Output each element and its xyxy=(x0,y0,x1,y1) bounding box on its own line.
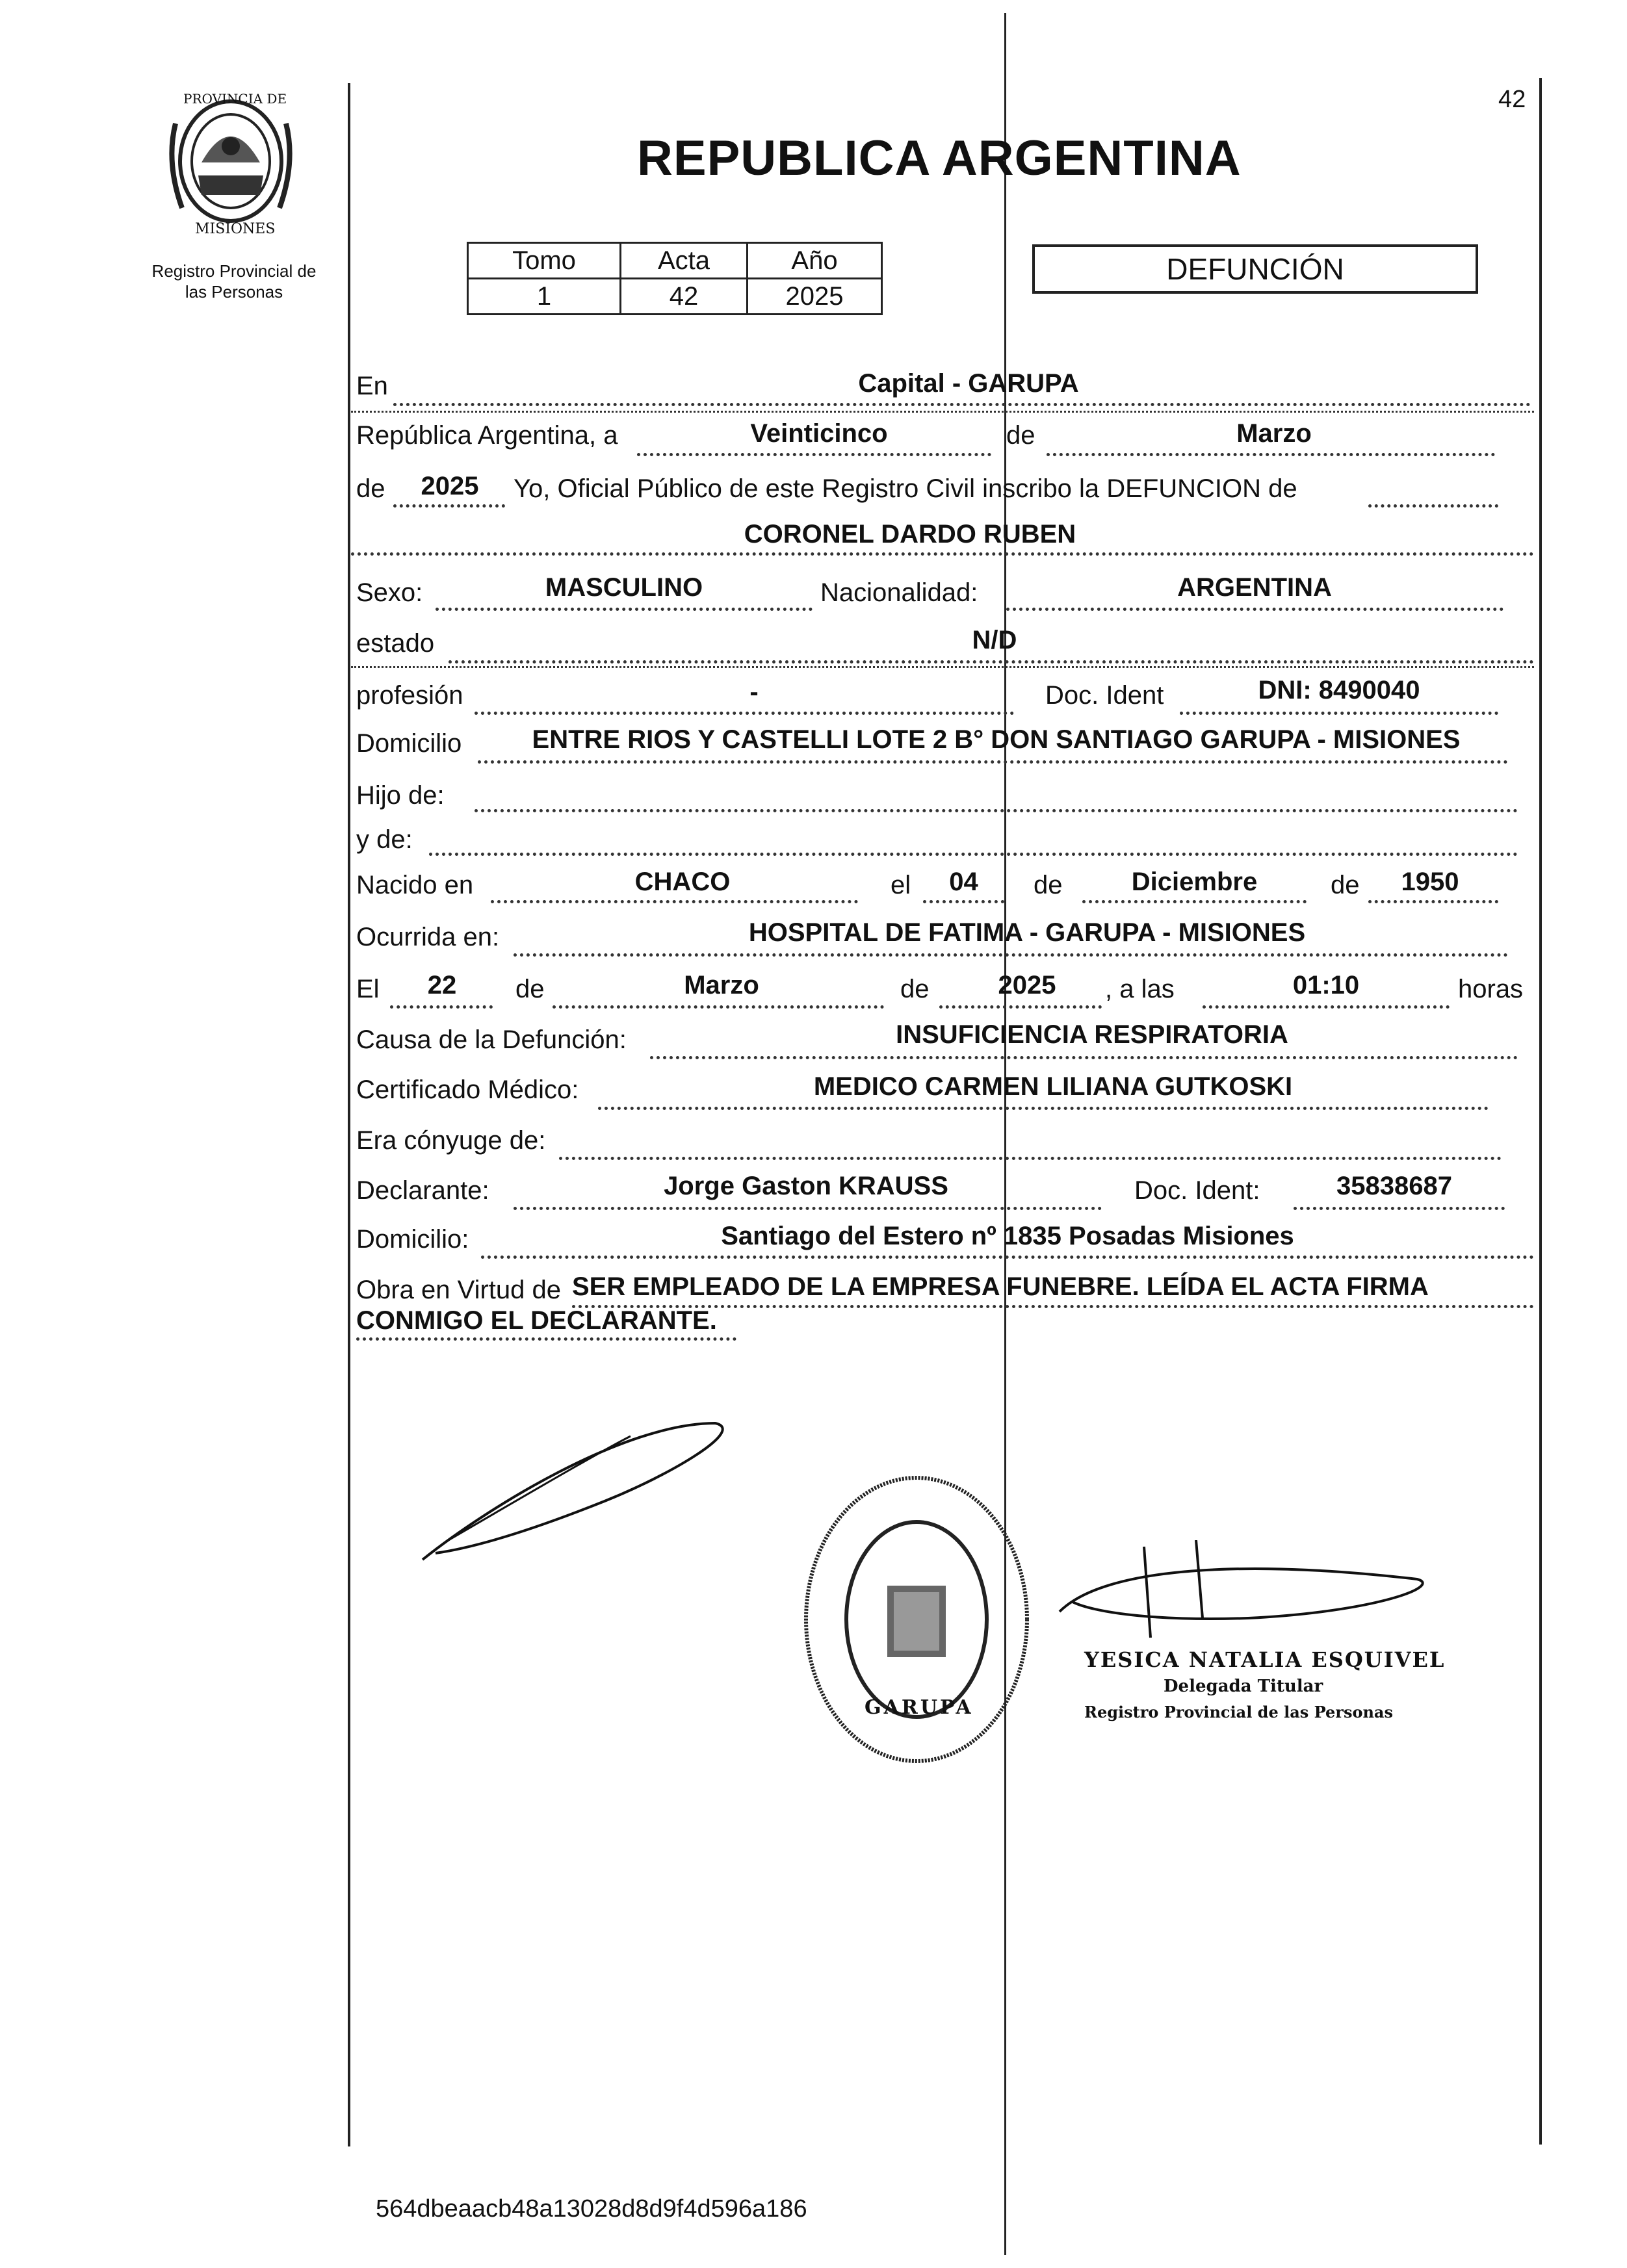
de-month-label: de xyxy=(1006,421,1035,450)
certificado-label: Certificado Médico: xyxy=(356,1076,579,1104)
left-margin-rule xyxy=(348,83,350,2146)
declarante-doc-label: Doc. Ident: xyxy=(1134,1176,1260,1205)
birth-de2-label: de xyxy=(1331,871,1360,899)
table-value-tomo: 1 xyxy=(468,279,621,315)
death-day-line xyxy=(390,1005,493,1009)
page-number: 42 xyxy=(1498,86,1526,113)
fold-line xyxy=(1004,13,1006,2255)
official-office: Registro Provincial de las Personas xyxy=(1084,1703,1393,1721)
registry-name-line2: las Personas xyxy=(185,282,283,302)
birth-el-label: el xyxy=(891,871,911,899)
registry-seal xyxy=(163,84,299,240)
death-de1-label: de xyxy=(515,975,545,1003)
yo-text: Yo, Oficial Público de este Registro Civil inscribo la DEFUNCION de xyxy=(514,474,1297,503)
doc-ident-line xyxy=(1180,712,1498,715)
declarant-signature xyxy=(410,1397,735,1566)
sexo-value: MASCULINO xyxy=(545,573,703,602)
day-words-line xyxy=(637,453,991,456)
conyuge-line xyxy=(559,1157,1502,1160)
deceased-name: CORONEL DARDO RUBEN xyxy=(744,520,1076,548)
domicilio-label: Domicilio xyxy=(356,729,462,758)
death-de2-label: de xyxy=(900,975,930,1003)
ocurrida-line xyxy=(514,953,1508,957)
month-value: Marzo xyxy=(1236,419,1312,448)
table-header-acta: Acta xyxy=(621,243,748,279)
birth-year-line xyxy=(1368,900,1498,903)
profesion-value: - xyxy=(749,678,759,706)
registry-name-line1: Registro Provincial de xyxy=(151,261,317,281)
declarante-line xyxy=(514,1207,1102,1210)
seal-text-bottom: MISIONES xyxy=(195,221,276,237)
nacionalidad-line xyxy=(1006,608,1503,611)
declarante-dom-value: Santiago del Estero nº 1835 Posadas Misiones xyxy=(721,1222,1294,1250)
nacido-en-line xyxy=(491,900,858,903)
declarante-doc-line xyxy=(1294,1207,1505,1210)
certificado-line xyxy=(598,1107,1489,1110)
birth-month-line xyxy=(1082,900,1307,903)
domicilio-line xyxy=(478,760,1508,764)
profesion-line xyxy=(475,712,1014,715)
year-de-label: de xyxy=(356,474,385,503)
official-signature xyxy=(1053,1540,1443,1657)
year-value: 2025 xyxy=(421,472,479,500)
declarante-doc-value: 35838687 xyxy=(1336,1172,1452,1200)
registry-stamp xyxy=(796,1469,1037,1774)
hijo-de-line xyxy=(475,809,1518,812)
year-line xyxy=(393,504,505,508)
nacionalidad-value: ARGENTINA xyxy=(1177,573,1332,602)
hijo-de-label: Hijo de: xyxy=(356,781,445,810)
causa-line xyxy=(650,1056,1518,1059)
day-words-value: Veinticinco xyxy=(750,419,888,448)
nacido-en-label: Nacido en xyxy=(356,871,474,899)
a-las-label: , a las xyxy=(1105,975,1175,1003)
horas-label: horas xyxy=(1458,975,1524,1003)
doc-ident-label: Doc. Ident xyxy=(1045,681,1164,710)
table-header-ano: Año xyxy=(748,243,882,279)
birth-day-line xyxy=(923,900,1004,903)
seal-text-top: PROVINCIA DE xyxy=(183,91,287,107)
official-role: Delegada Titular xyxy=(1164,1677,1323,1696)
profesion-label: profesión xyxy=(356,681,463,710)
document-hash: 564dbeaacb48a13028d8d9f4d596a186 xyxy=(376,2195,807,2223)
declarante-dom-line xyxy=(481,1256,1534,1259)
row-separator xyxy=(351,411,1534,413)
nacionalidad-label: Nacionalidad: xyxy=(820,578,978,607)
record-table xyxy=(467,242,883,315)
deceased-line xyxy=(351,552,1534,556)
obra-label: Obra en Virtud de xyxy=(356,1276,562,1304)
obra-line2-dots xyxy=(356,1337,736,1341)
birth-de1-label: de xyxy=(1034,871,1063,899)
birth-month-value: Diciembre xyxy=(1131,868,1258,896)
official-name: YESICA NATALIA ESQUIVEL xyxy=(1084,1647,1446,1672)
sexo-label: Sexo: xyxy=(356,578,423,607)
causa-label: Causa de la Defunción: xyxy=(356,1025,627,1054)
place-line xyxy=(393,403,1531,406)
death-time-line xyxy=(1203,1005,1450,1009)
obra-line2: CONMIGO EL DECLARANTE. xyxy=(356,1306,717,1335)
death-el-label: El xyxy=(356,975,380,1003)
yo-line xyxy=(1368,504,1498,508)
birth-year-value: 1950 xyxy=(1401,868,1459,896)
declarante-value: Jorge Gaston KRAUSS xyxy=(664,1172,948,1200)
causa-value: INSUFICIENCIA RESPIRATORIA xyxy=(896,1020,1288,1049)
row-separator xyxy=(351,666,1534,668)
republica-label: República Argentina, a xyxy=(356,421,618,450)
death-year-line xyxy=(939,1005,1102,1009)
sexo-line xyxy=(436,608,813,611)
y-de-line xyxy=(429,853,1518,856)
y-de-label: y de: xyxy=(356,825,413,854)
en-label: En xyxy=(356,372,388,400)
domicilio-value: ENTRE RIOS Y CASTELLI LOTE 2 B° DON SANTIAGO GARUPA - MISIONES xyxy=(532,725,1461,754)
death-day-value: 22 xyxy=(427,971,457,999)
nacido-en-value: CHACO xyxy=(634,868,731,896)
birth-day-value: 04 xyxy=(949,868,978,896)
estado-label: estado xyxy=(356,629,435,658)
ocurrida-value: HOSPITAL DE FATIMA - GARUPA - MISIONES xyxy=(748,918,1306,947)
table-value-ano: 2025 xyxy=(748,279,882,315)
certificado-value: MEDICO CARMEN LILIANA GUTKOSKI xyxy=(813,1072,1293,1101)
conyuge-label: Era cónyuge de: xyxy=(356,1126,546,1155)
table-header-tomo: Tomo xyxy=(468,243,621,279)
death-time-value: 01:10 xyxy=(1292,971,1360,999)
declarante-label: Declarante: xyxy=(356,1176,489,1205)
obra-line1: SER EMPLEADO DE LA EMPRESA FUNEBRE. LEÍDA EL ACTA FIRMA xyxy=(572,1272,1429,1301)
death-month-value: Marzo xyxy=(684,971,759,999)
month-line xyxy=(1047,453,1495,456)
death-year-value: 2025 xyxy=(998,971,1056,999)
declarante-dom-label: Domicilio: xyxy=(356,1225,469,1254)
place-value: Capital - GARUPA xyxy=(858,369,1079,398)
record-type-box: DEFUNCIÓN xyxy=(1032,244,1478,294)
estado-line xyxy=(449,660,1534,664)
death-month-line xyxy=(553,1005,884,1009)
ocurrida-label: Ocurrida en: xyxy=(356,923,500,951)
stamp-bottom-text: GARUPA xyxy=(865,1696,974,1719)
estado-value: N/D xyxy=(972,626,1017,654)
right-margin-rule xyxy=(1539,78,1542,2145)
table-value-acta: 42 xyxy=(621,279,748,315)
doc-ident-value: DNI: 8490040 xyxy=(1258,676,1420,704)
page-title: REPUBLICA ARGENTINA xyxy=(637,131,1242,186)
